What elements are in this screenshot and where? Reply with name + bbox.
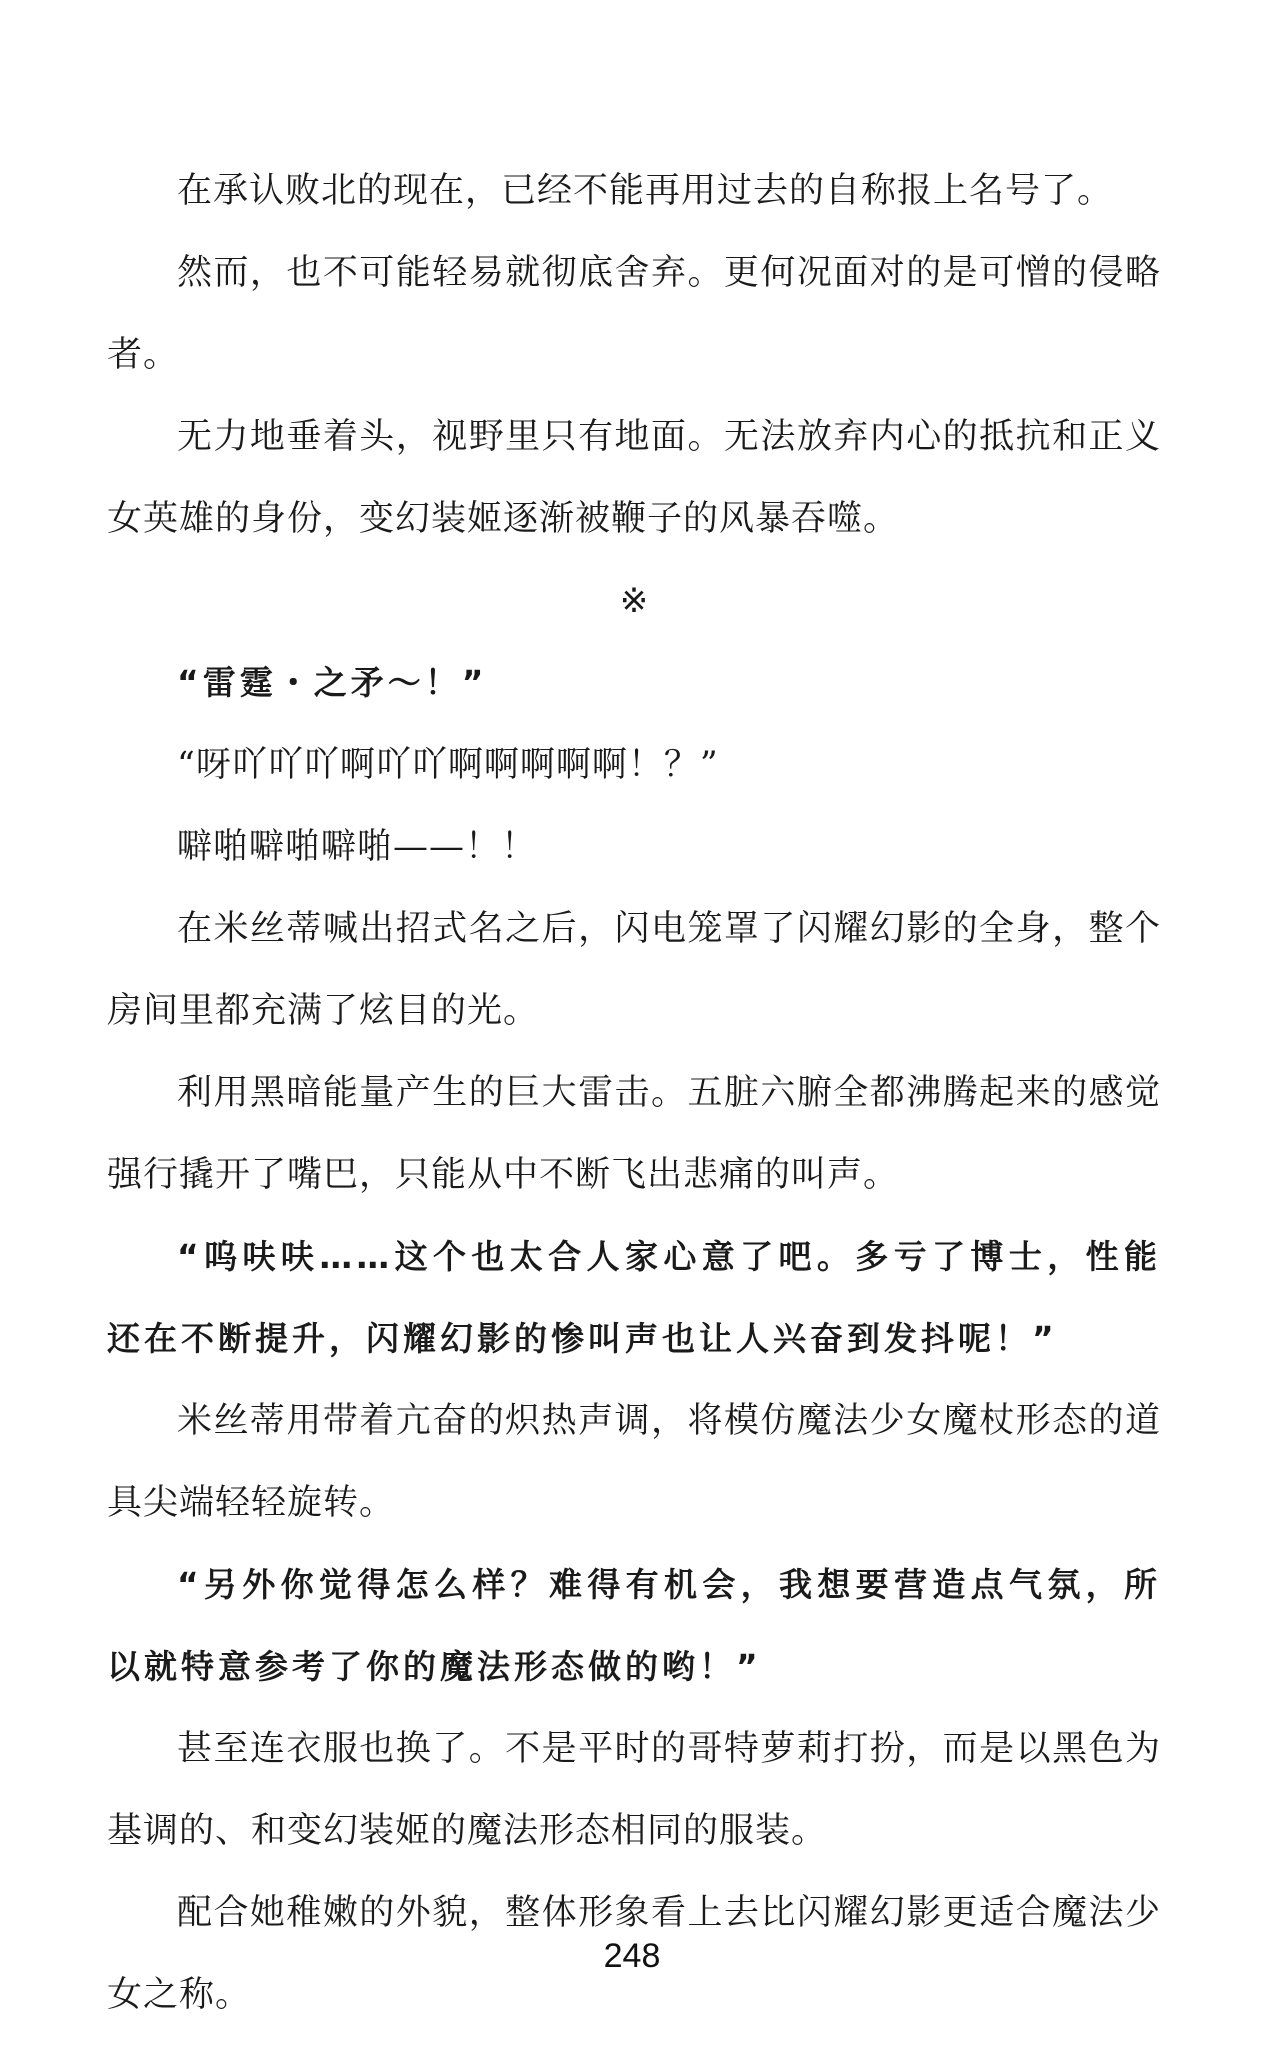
paragraph: 然而，也不可能轻易就彻底舍弃。更何况面对的是可憎的侵略者。 bbox=[107, 253, 1161, 375]
paragraph: 在承认败北的现在，已经不能再用过去的自称报上名号了。 bbox=[177, 171, 1114, 211]
page-number: 248 bbox=[603, 1937, 661, 1975]
dialogue-bold: “另外你觉得怎么样？难得有机会，我想要营造点气氛，所以就特意参考了你的魔法形态做的哟！” bbox=[107, 1565, 1161, 1686]
paragraph: 利用黑暗能量产生的巨大雷击。五脏六腑全都沸腾起来的感觉强行撬开了嘴巴，只能从中不断飞出悲痛的叫声。 bbox=[107, 1073, 1161, 1195]
section-divider: ※ bbox=[619, 581, 649, 621]
dialogue-bold: “呜呋呋……这个也太合人家心意了吧。多亏了博士，性能还在不断提升，闪耀幻影的惨叫声也让人兴奋到发抖呢！” bbox=[107, 1237, 1161, 1358]
paragraph: 米丝蒂用带着亢奋的炽热声调，将模仿魔法少女魔杖形态的道具尖端轻轻旋转。 bbox=[107, 1401, 1161, 1523]
paragraph: 无力地垂着头，视野里只有地面。无法放弃内心的抵抗和正义女英雄的身份，变幻装姬逐渐被鞭子的风暴吞噬。 bbox=[107, 417, 1161, 539]
paragraph: “呀吖吖吖啊吖吖啊啊啊啊啊！？” bbox=[177, 745, 719, 785]
paragraph: 甚至连衣服也换了。不是平时的哥特萝莉打扮，而是以黑色为基调的、和变幻装姬的魔法形态相同的服装。 bbox=[107, 1729, 1161, 1851]
page-body bbox=[107, 150, 1161, 2036]
dialogue-bold: “雷霆・之矛～！” bbox=[177, 663, 488, 702]
paragraph: 配合她稚嫩的外貌，整体形象看上去比闪耀幻影更适合魔法少女之称。 bbox=[107, 1893, 1161, 2015]
paragraph: 噼啪噼啪噼啪——！！ bbox=[177, 827, 538, 867]
paragraph: 在米丝蒂喊出招式名之后，闪电笼罩了闪耀幻影的全身，整个房间里都充满了炫目的光。 bbox=[107, 909, 1161, 1031]
